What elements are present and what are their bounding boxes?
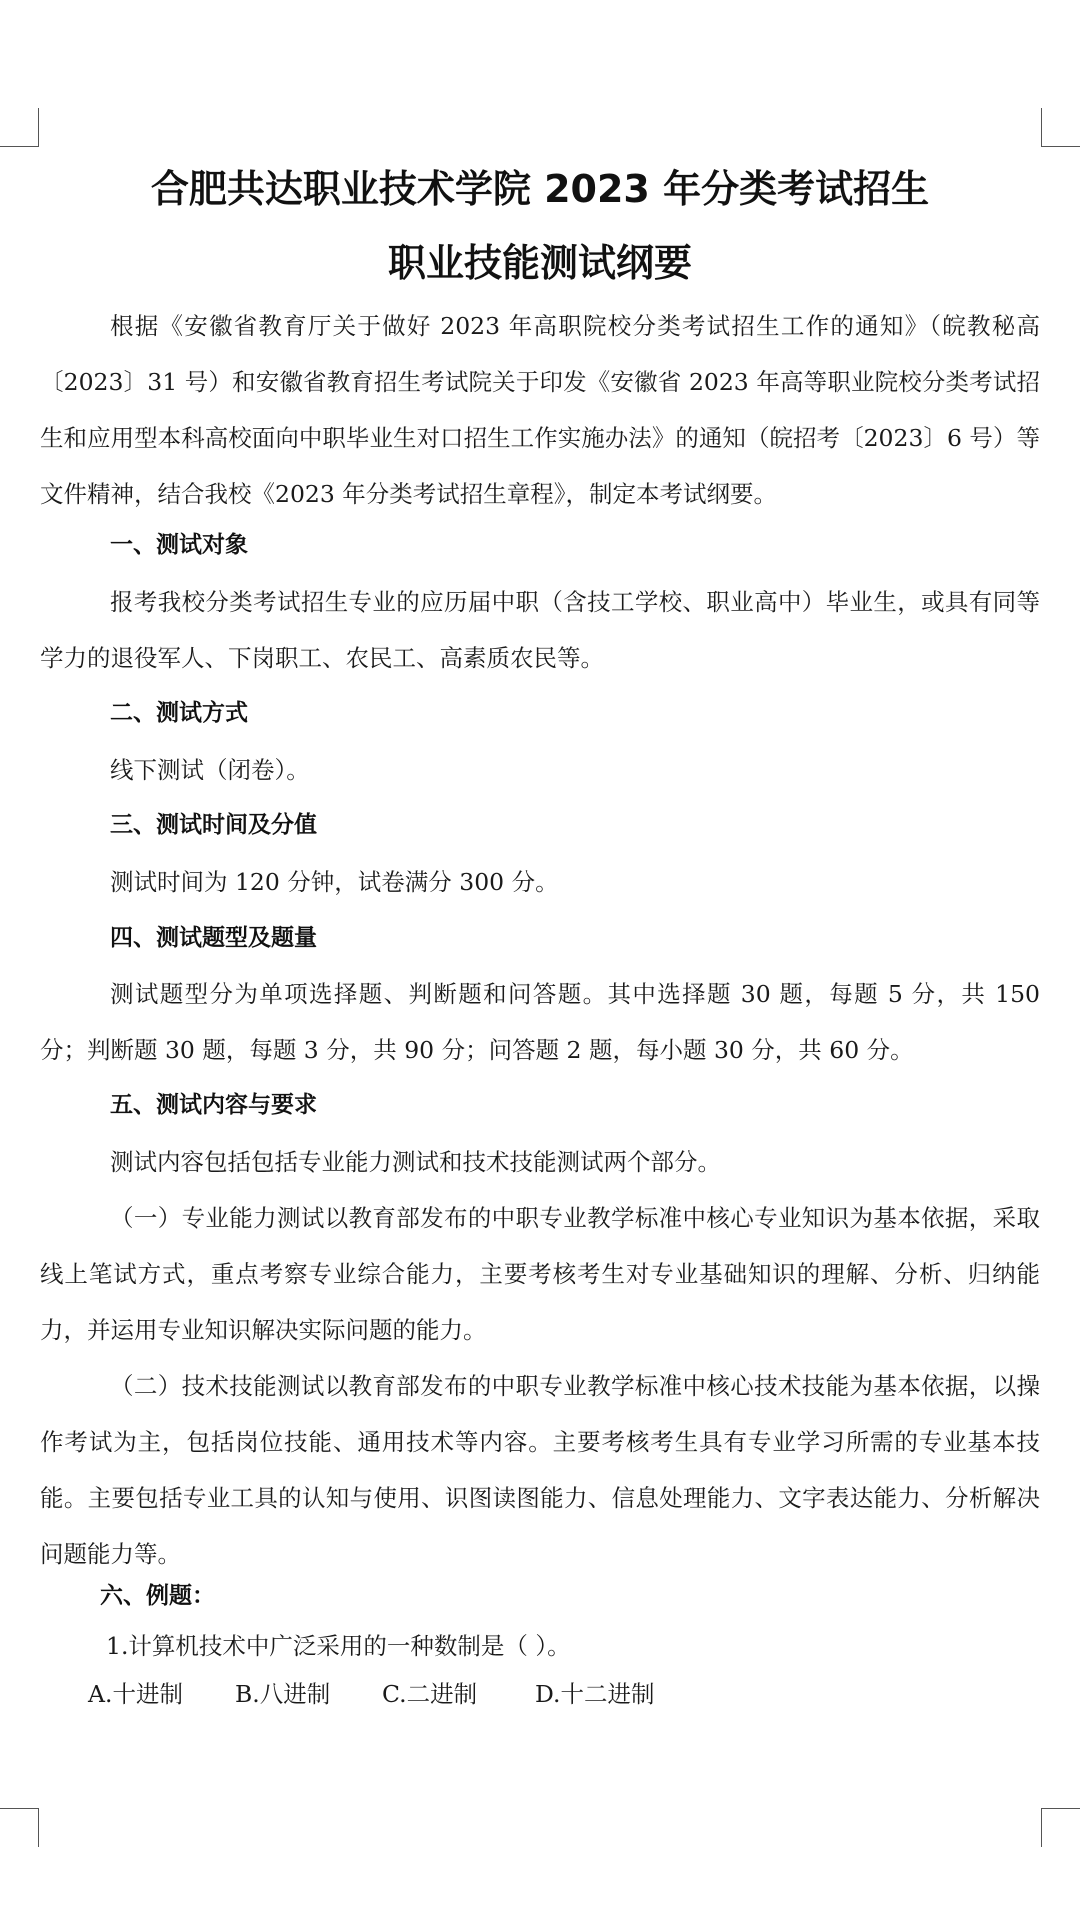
option-a: A.十进制 [88, 1680, 183, 1708]
section-body-test-time-score: 测试时间为 120 分钟，试卷满分 300 分。 [110, 868, 559, 896]
section-part-technical-skill: （二）技术技能测试以教育部发布的中职专业教学标准中核心技术技能为基本依据，以操作考试为主，包括岗位技能、通用技术等内容。主要考核考生具有专业学习所需的专业基本技能。主要包括专业工具的认知与使用、识图读图能力、信息处理能力、文字表达能力、分析解决问题能力等。 [40, 1372, 1040, 1568]
section-body-content-requirements: 测试内容包括包括专业能力测试和技术技能测试两个部分。 [110, 1148, 721, 1176]
section-heading-examples: 六、例题： [100, 1583, 215, 1609]
section-heading-content-requirements: 五、测试内容与要求 [110, 1092, 317, 1118]
section-heading-test-method: 二、测试方式 [110, 700, 248, 726]
section-heading-test-time-score: 三、测试时间及分值 [110, 812, 317, 838]
crop-mark-bottom-right [1041, 1808, 1080, 1847]
section-heading-test-subjects: 一、测试对象 [110, 532, 248, 558]
option-c: C.二进制 [382, 1680, 478, 1708]
option-b: B.八进制 [235, 1680, 331, 1708]
section-heading-question-types: 四、测试题型及题量 [110, 925, 317, 951]
crop-mark-top-right [1041, 108, 1080, 147]
section-body-question-types: 测试题型分为单项选择题、判断题和问答题。其中选择题 30 题，每题 5 分，共 150 分；判断题 30 题，每题 3 分，共 90 分；问答题 2 题，每小题 30 分，共 60 分。 [40, 980, 1040, 1064]
document-title-line-1: 合肥共达职业技术学院 2023 年分类考试招生 [150, 167, 930, 211]
crop-mark-top-left [0, 108, 39, 147]
document-title-line-2: 职业技能测试纲要 [387, 241, 692, 285]
option-d: D.十二进制 [535, 1680, 655, 1708]
section-body-test-subjects: 报考我校分类考试招生专业的应历届中职（含技工学校、职业高中）毕业生，或具有同等学力的退役军人、下岗职工、农民工、高素质农民等。 [40, 588, 1040, 672]
crop-mark-bottom-left [0, 1808, 39, 1847]
example-question-1: 1.计算机技术中广泛采用的一种数制是（ ）。 [106, 1632, 571, 1660]
intro-paragraph: 根据《安徽省教育厅关于做好 2023 年高职院校分类考试招生工作的通知》（皖教秘高〔2023〕31 号）和安徽省教育招生考试院关于印发《安徽省 2023 年高等职业院校分类考试招生和应用型本科高校面向中职毕业生对口招生工作实施办法》的通知（皖招考〔2023〕6 号）等文件精神，结合我校《2023 年分类考试招生章程》，制定本考试纲要。 [40, 312, 1040, 508]
section-body-test-method: 线下测试（闭卷）。 [110, 756, 310, 784]
section-part-professional-ability: （一）专业能力测试以教育部发布的中职专业教学标准中核心专业知识为基本依据，采取线上笔试方式，重点考察专业综合能力，主要考核考生对专业基础知识的理解、分析、归纳能力，并运用专业知识解决实际问题的能力。 [40, 1204, 1040, 1344]
